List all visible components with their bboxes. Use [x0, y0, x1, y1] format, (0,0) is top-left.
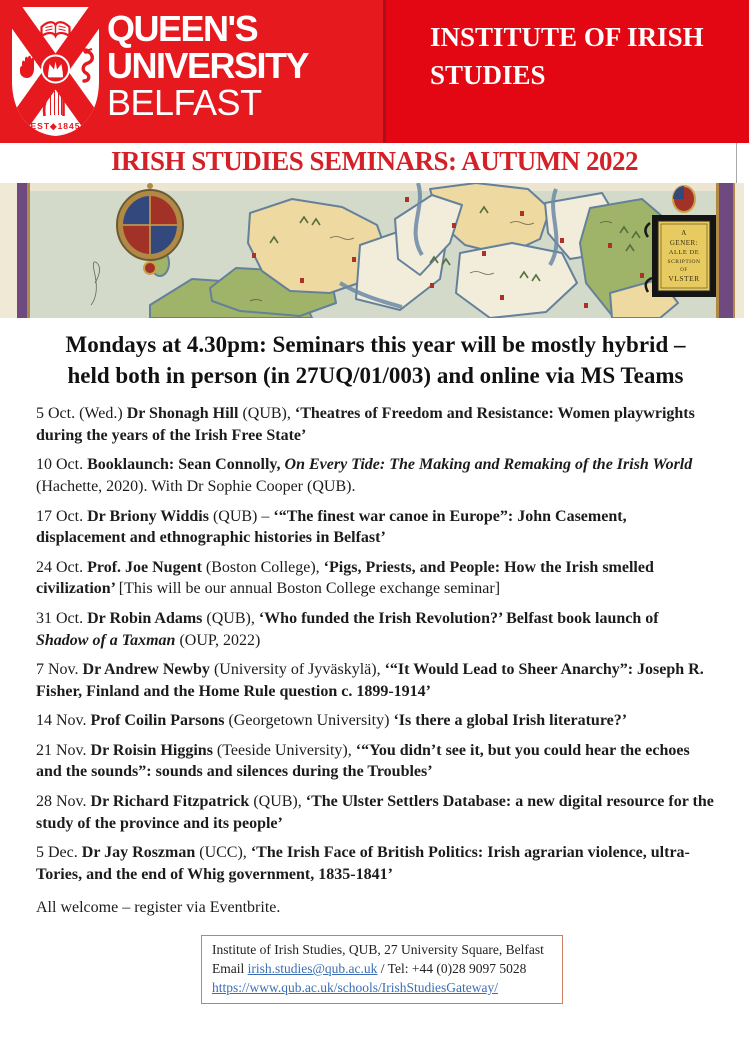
seminar-list — [36, 403, 715, 885]
university-wordmark — [107, 8, 309, 124]
svg-text:OF: OF — [680, 268, 688, 273]
svg-text:A: A — [681, 229, 687, 237]
seminar-content — [0, 318, 749, 1004]
seminar-entry: 5 Oct. (Wed.) Dr Shonagh Hill (QUB), ‘Theatres of Freedom and Resistance: Women playwrights during the years of the Irish Free State’ — [36, 405, 695, 444]
header-band — [0, 0, 749, 143]
banner-band — [0, 143, 749, 183]
svg-text:ALLE DE: ALLE DE — [668, 249, 700, 256]
banner-title: IRISH STUDIES SEMINARS: AUTUMN 2022 — [110, 146, 639, 176]
wordmark-line: UNIVERSITY — [107, 45, 309, 87]
website-link[interactable]: https://www.qub.ac.uk/schools/IrishStudiesGateway/ — [212, 979, 498, 995]
svg-text:VLSTER: VLSTER — [668, 274, 700, 283]
wordmark-line: BELFAST — [107, 82, 262, 124]
seminar-entry: 28 Nov. Dr Richard Fitzpatrick (QUB), ‘The Ulster Settlers Database: a new digital resource for the study of the province and its people’ — [36, 793, 714, 832]
svg-text:SCRIPTION: SCRIPTION — [667, 259, 701, 265]
institute-title-box — [383, 0, 749, 143]
wordmark-line: QUEEN'S — [107, 8, 258, 49]
seminar-entry: 17 Oct. Dr Briony Widdis (QUB) – ‘“The finest war canoe in Europe”: John Casement, displacement and ethnographic histories in Belfast’ — [36, 507, 627, 547]
email-link[interactable]: irish.studies@qub.ac.uk — [247, 961, 378, 977]
svg-text:GENER:: GENER: — [669, 239, 699, 247]
seminar-entry: 5 Dec. Dr Jay Roszman (UCC), ‘The Irish Face of British Politics: Irish agrarian violence, ultra-Tories, and the end of Whig government, 1835-1841’ — [36, 844, 690, 883]
seminar-entry: 10 Oct. Booklaunch: Sean Connolly, On Every Tide: The Making and Remaking of the Irish World (Hachette, 2020). With Dr Sophie Cooper (QUB). — [36, 456, 693, 495]
seminar-entry: 24 Oct. Prof. Joe Nugent (Boston College), ‘Pigs, Priests, and People: How the Irish smelled civilization’ [This will be our annual Boston College exchange seminar] — [36, 558, 654, 598]
qub-crest-logo — [8, 3, 103, 140]
seminar-entry: 21 Nov. Dr Roisin Higgins (Teeside University), ‘“You didn’t see it, but you could hear the echoes and the sounds”: sounds and silences during the Troubles’ — [36, 741, 690, 781]
book-icon — [42, 22, 70, 36]
crown-icon — [42, 56, 69, 83]
institute-title: INSTITUTE OF IRISH STUDIES — [430, 22, 704, 91]
est-label: EST◆1845 — [30, 121, 81, 131]
intro-heading: Mondays at 4.30pm: Seminars this year will be mostly hybrid – held both in person (in 27UQ/01/003) and online via MS Teams — [65, 332, 686, 388]
banner-box-edge — [736, 143, 737, 183]
closing-note: All welcome – register via Eventbrite. — [36, 899, 281, 917]
ulster-map-image — [0, 183, 749, 318]
seminar-entry: 7 Nov. Dr Andrew Newby (University of Jyväskylä), ‘“It Would Lead to Sheer Anarchy”: Joseph R. Fisher, Finland and the Home Rule question c. 1899-1914’ — [36, 661, 704, 700]
seminar-entry: 14 Nov. Prof Coilin Parsons (Georgetown University) ‘Is there a global Irish literature?’ — [36, 712, 628, 730]
contact-address: Institute of Irish Studies, QUB, 27 University Square, Belfast — [212, 942, 544, 958]
seminar-entry: 31 Oct. Dr Robin Adams (QUB), ‘Who funded the Irish Revolution?’ Belfast book launch of Shadow of a Taxman (OUP, 2022) — [36, 609, 659, 649]
contact-line2: Email irish.studies@qub.ac.uk / Tel: +44 (0)28 9097 5028 — [212, 961, 527, 977]
contact-box — [201, 935, 563, 1004]
